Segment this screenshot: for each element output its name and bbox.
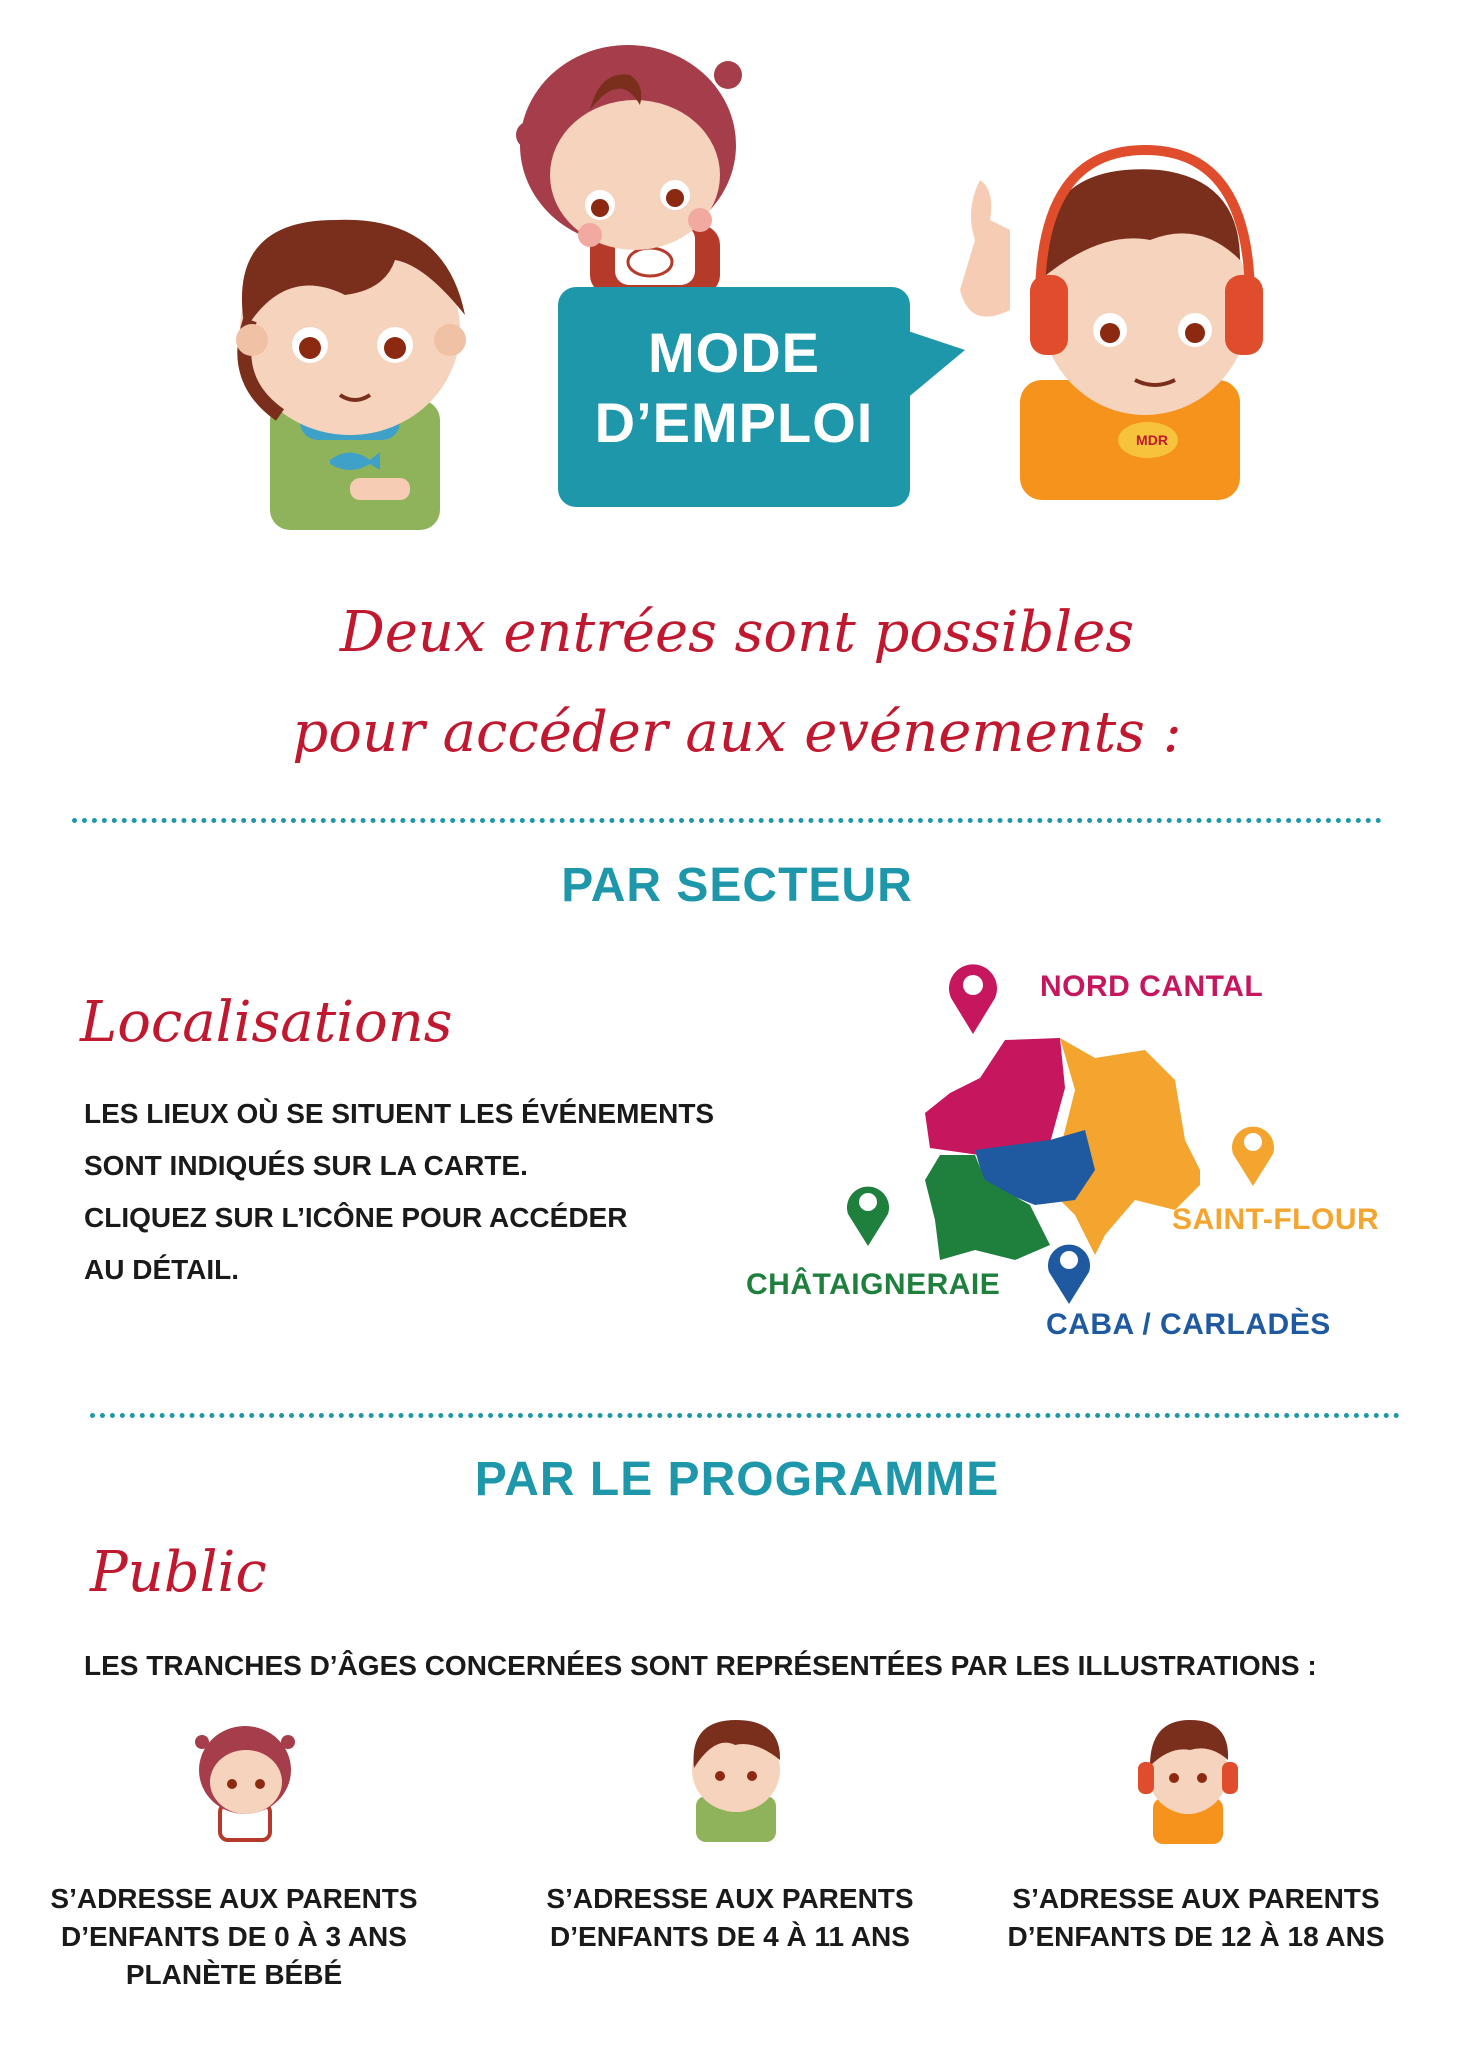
age-caption-line: D’ENFANTS DE 0 À 3 ANS bbox=[61, 1921, 407, 1952]
sector-description bbox=[84, 1088, 714, 1296]
public-subtitle: Public bbox=[90, 1540, 267, 1605]
child-4-11-illustration bbox=[236, 220, 466, 530]
intro-line-1: Deux entrées sont possibles bbox=[339, 600, 1135, 665]
title-line-2: D’EMPLOI bbox=[594, 391, 874, 454]
title-line-1: MODE bbox=[648, 321, 820, 384]
age-caption-line: S’ADRESSE AUX PARENTS bbox=[50, 1883, 418, 1914]
teen-12-18-illustration bbox=[960, 150, 1263, 500]
region-label-chataigneraie[interactable]: CHÂTAIGNERAIE bbox=[746, 1268, 1001, 1301]
divider bbox=[72, 818, 1382, 823]
pin-saint-flour-icon[interactable] bbox=[1228, 1118, 1278, 1188]
teen-12-18-icon bbox=[1128, 1718, 1248, 1848]
region-label-saint-flour[interactable]: SAINT-FLOUR bbox=[1172, 1203, 1380, 1236]
page-title bbox=[558, 318, 910, 458]
pin-chataigneraie-icon[interactable] bbox=[843, 1178, 893, 1248]
cantal-map bbox=[920, 1030, 1200, 1260]
age-caption-line: S’ADRESSE AUX PARENTS bbox=[546, 1883, 914, 1914]
sector-line: LES LIEUX OÙ SE SITUENT LES ÉVÉNEMENTS bbox=[84, 1098, 715, 1129]
sector-line: AU DÉTAIL. bbox=[84, 1254, 240, 1285]
pin-nord-cantal-icon[interactable] bbox=[945, 958, 1001, 1036]
program-intro: LES TRANCHES D’ÂGES CONCERNÉES SONT REPRÉSENTÉES PAR LES ILLUSTRATIONS : bbox=[84, 1650, 1317, 1681]
age-caption-line: PLANÈTE BÉBÉ bbox=[125, 1959, 343, 1990]
sector-line: CLIQUEZ SUR L’ICÔNE POUR ACCÉDER bbox=[84, 1202, 628, 1233]
child-4-11-icon bbox=[676, 1716, 796, 1846]
localisations-subtitle: Localisations bbox=[80, 990, 453, 1055]
divider bbox=[90, 1413, 1400, 1418]
map-region-nord-cantal[interactable] bbox=[925, 1038, 1065, 1158]
age-caption-line: D’ENFANTS DE 4 À 11 ANS bbox=[550, 1921, 910, 1952]
age-group-0-3 bbox=[24, 1880, 444, 1994]
age-group-4-11 bbox=[520, 1880, 940, 1956]
sector-line: SONT INDIQUÉS SUR LA CARTE. bbox=[84, 1150, 528, 1181]
section-heading-program: PAR LE PROGRAMME bbox=[474, 1453, 1000, 1506]
region-label-nord-cantal[interactable]: NORD CANTAL bbox=[1040, 970, 1264, 1003]
section-heading-sector: PAR SECTEUR bbox=[561, 859, 913, 912]
shirt-badge: MDR bbox=[1136, 432, 1168, 448]
pin-caba-icon[interactable] bbox=[1044, 1236, 1094, 1306]
age-caption-line: S’ADRESSE AUX PARENTS bbox=[1012, 1883, 1380, 1914]
region-label-caba[interactable]: CABA / CARLADÈS bbox=[1046, 1308, 1331, 1341]
baby-0-3-illustration bbox=[516, 45, 742, 295]
baby-0-3-icon bbox=[190, 1722, 300, 1842]
speech-bubble-tail bbox=[905, 330, 965, 400]
intro-line-2: pour accéder aux evénements : bbox=[292, 700, 1182, 765]
age-group-12-18 bbox=[986, 1880, 1406, 1956]
age-caption-line: D’ENFANTS DE 12 À 18 ANS bbox=[1007, 1921, 1385, 1952]
